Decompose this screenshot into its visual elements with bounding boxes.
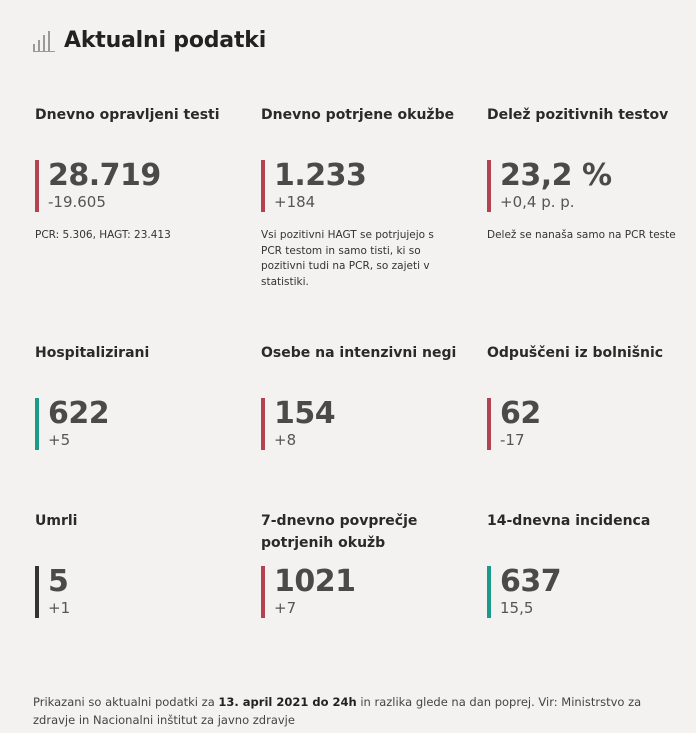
footnote-prefix: Prikazani so aktualni podatki za	[33, 695, 219, 709]
stat-body	[35, 160, 161, 212]
stat-note: Vsi pozitivni HAGT se potrjujejo s PCR testom in samo tisti, ki so pozitivni tudi na PCR, so zajeti v statistiki.	[261, 229, 434, 288]
stat-value: 5	[48, 564, 69, 599]
source-footnote	[33, 694, 673, 729]
stat-note: Delež se nanaša samo na PCR teste	[487, 229, 676, 241]
stat-icu	[261, 342, 471, 452]
stat-change: +0,4 p. p.	[500, 193, 575, 211]
stat-change: 15,5	[500, 599, 534, 617]
stat-body	[487, 398, 541, 450]
stat-label: 14-dnevna incidenca	[487, 513, 651, 529]
stat-7day-average	[261, 510, 471, 630]
stat-label: Dnevno opravljeni testi	[35, 107, 220, 123]
stat-positive-share	[487, 104, 696, 244]
stat-change: -17	[500, 431, 525, 449]
footnote-suffix: in razlika glede na dan poprej. Vir: Ministrstvo za zdravje in Nacionalni inštitut za javno zdravje	[33, 695, 642, 727]
bar-chart-icon	[33, 31, 50, 51]
stat-note: PCR: 5.306, HAGT: 23.413	[35, 229, 171, 241]
stat-value: 154	[274, 396, 336, 431]
stat-body	[261, 398, 335, 450]
stat-hospitalized	[35, 342, 245, 452]
footnote-date: 13. april 2021 do 24h	[218, 695, 357, 709]
stat-body	[261, 566, 356, 618]
section-title: Aktualni podatki	[64, 28, 267, 53]
stat-value: 23,2 %	[500, 158, 612, 193]
stat-deaths	[35, 510, 245, 630]
stat-body	[487, 566, 561, 618]
stat-label: Dnevno potrjene okužbe	[261, 107, 455, 123]
stat-label-line2: potrjenih okužb	[261, 535, 386, 551]
stat-value: 28.719	[48, 158, 161, 193]
stat-change: +7	[274, 599, 297, 617]
stat-change: +1	[48, 599, 71, 617]
stat-value: 637	[500, 564, 562, 599]
stat-body	[261, 160, 366, 212]
stat-change: +8	[274, 431, 297, 449]
stat-daily-confirmed	[261, 104, 471, 304]
stat-change: -19.605	[48, 193, 106, 211]
stat-discharged	[487, 342, 696, 452]
stat-body	[487, 160, 612, 212]
stat-value: 1021	[274, 564, 356, 599]
stat-14day-incidence	[487, 510, 696, 630]
stat-daily-tests	[35, 104, 245, 244]
stat-label: Delež pozitivnih testov	[487, 107, 669, 123]
stat-label: Umrli	[35, 513, 78, 529]
stat-value: 1.233	[274, 158, 367, 193]
stat-value: 62	[500, 396, 541, 431]
stat-value: 622	[48, 396, 110, 431]
stat-body	[35, 566, 70, 618]
stat-label: Osebe na intenzivni negi	[261, 345, 457, 361]
stat-body	[35, 398, 109, 450]
stat-change: +5	[48, 431, 71, 449]
stat-label: Hospitalizirani	[35, 345, 150, 361]
section-header	[33, 28, 266, 53]
stat-label: 7-dnevno povprečje	[261, 513, 418, 529]
stat-label: Odpuščeni iz bolnišnic	[487, 345, 664, 361]
stat-change: +184	[274, 193, 316, 211]
